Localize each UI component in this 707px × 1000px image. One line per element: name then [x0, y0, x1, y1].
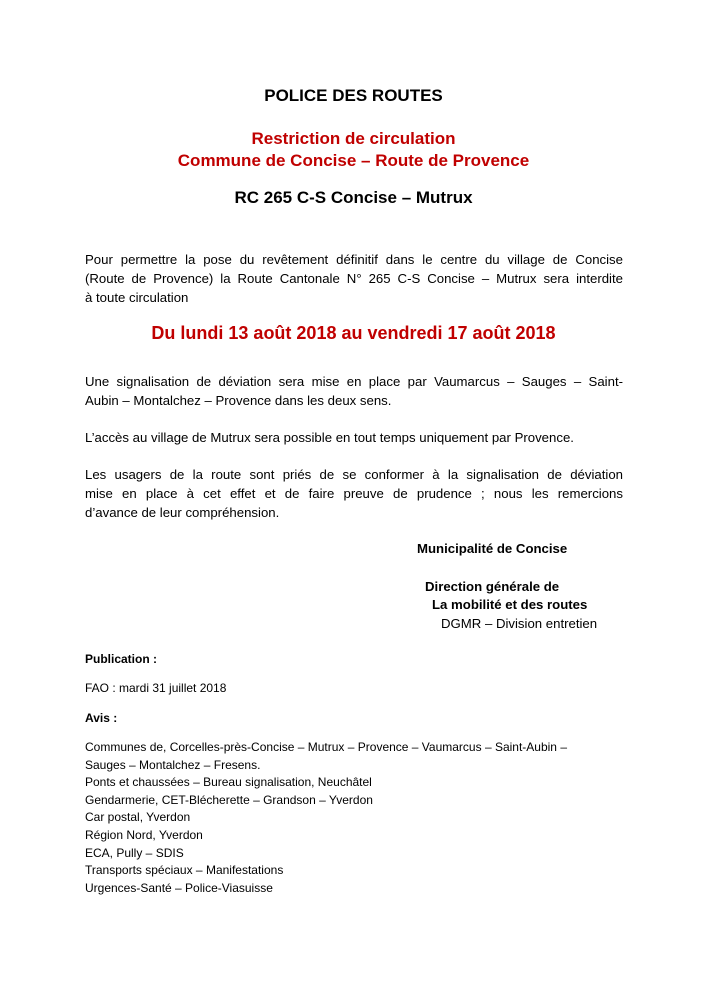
- intro-line: Pour permettre la pose du revêtement définitif dans le centre du village de Concise: [85, 252, 623, 267]
- access-line: L’accès au village de Mutrux sera possible en tout temps uniquement par Provence.: [85, 430, 574, 445]
- intro-paragraph: [85, 250, 623, 307]
- avis-item: Transports spéciaux – Manifestations: [85, 863, 284, 878]
- signature-municipality: Municipalité de Concise: [417, 541, 568, 556]
- road-designation: RC 265 C-S Concise – Mutrux: [234, 188, 473, 207]
- avis-list: [85, 739, 567, 897]
- intro-line: (Route de Provence) la Route Cantonale N° 265 C-S Concise – Mutrux sera interdite: [85, 271, 623, 286]
- document-title: POLICE DES ROUTES: [264, 86, 443, 105]
- signature-direction-line1: Direction générale de: [425, 579, 560, 594]
- deviation-line: Aubin – Montalchez – Provence dans les deux sens.: [85, 393, 392, 408]
- avis-item: Sauges – Montalchez – Fresens.: [85, 757, 261, 772]
- access-paragraph: [85, 428, 623, 447]
- closure-dates: Du lundi 13 août 2018 au vendredi 17 août 2018: [151, 323, 556, 343]
- subtitle-commune: Commune de Concise – Route de Provence: [177, 151, 530, 170]
- deviation-paragraph: [85, 372, 623, 410]
- users-line: d’avance de leur compréhension.: [85, 505, 280, 520]
- signature-direction-line3: DGMR – Division entretien: [441, 616, 598, 631]
- users-line: mise en place à cet effet et de faire preuve de prudence ; nous les remercions: [85, 486, 623, 501]
- users-paragraph: [85, 465, 623, 522]
- signature-direction-line2: La mobilité et des routes: [432, 597, 588, 612]
- avis-label: Avis :: [85, 711, 118, 725]
- intro-line: à toute circulation: [85, 290, 189, 305]
- avis-item: Ponts et chaussées – Bureau signalisation, Neuchâtel: [85, 775, 372, 790]
- avis-item: Gendarmerie, CET-Blécherette – Grandson – Yverdon: [85, 792, 373, 807]
- publication-label: Publication :: [85, 652, 157, 666]
- deviation-line: Une signalisation de déviation sera mise en place par Vaumarcus – Sauges – Saint-: [85, 374, 623, 389]
- publication-fao: FAO : mardi 31 juillet 2018: [85, 681, 227, 695]
- avis-item: Urgences-Santé – Police-Viasuisse: [85, 880, 273, 895]
- subtitle-restriction: Restriction de circulation: [251, 129, 456, 148]
- users-line: Les usagers de la route sont priés de se conformer à la signalisation de déviation: [85, 467, 623, 482]
- avis-item: Communes de, Corcelles-près-Concise – Mutrux – Provence – Vaumarcus – Saint-Aubin –: [85, 740, 567, 754]
- avis-item: ECA, Pully – SDIS: [85, 845, 184, 860]
- avis-item: Région Nord, Yverdon: [85, 827, 203, 842]
- avis-item: Car postal, Yverdon: [85, 810, 191, 825]
